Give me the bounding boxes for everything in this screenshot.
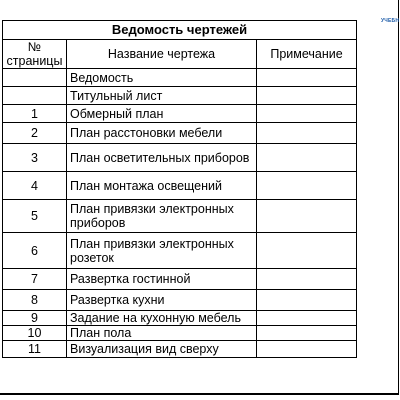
row-drawing-name: План расстоновки мебели: [67, 123, 257, 144]
row-note: [257, 233, 357, 269]
table-title: Ведомость чертежей: [3, 21, 357, 40]
header-note: Примечание: [257, 40, 357, 69]
row-number: 11: [3, 341, 67, 358]
row-note: [257, 341, 357, 358]
header-page-number: № страницы: [3, 40, 67, 69]
row-note: [257, 69, 357, 87]
row-drawing-name: Обмерный план: [67, 105, 257, 123]
table-row: [3, 341, 357, 358]
row-number: 8: [3, 290, 67, 311]
table-row: [3, 172, 357, 200]
row-drawing-name: Задание на кухонную мебель: [67, 311, 257, 326]
row-note: [257, 172, 357, 200]
row-note: [257, 200, 357, 233]
row-drawing-name: План монтажа освещений: [67, 172, 257, 200]
table-row: [3, 311, 357, 326]
row-number: [3, 69, 67, 87]
row-number: 5: [3, 200, 67, 233]
row-note: [257, 311, 357, 326]
table-row: [3, 200, 357, 233]
row-number: 6: [3, 233, 67, 269]
table-row: [3, 87, 357, 105]
table-row: [3, 105, 357, 123]
table-row: [3, 233, 357, 269]
row-note: [257, 326, 357, 341]
row-drawing-name: Визуализация вид сверху: [67, 341, 257, 358]
row-number: 7: [3, 269, 67, 290]
row-drawing-name: План привязки электронных розеток: [67, 233, 257, 269]
corner-stamp: УЧЕБН: [381, 18, 400, 24]
table-row: [3, 269, 357, 290]
row-drawing-name: Ведомость: [67, 69, 257, 87]
table-row: [3, 290, 357, 311]
table-row: [3, 326, 357, 341]
row-note: [257, 290, 357, 311]
row-number: 4: [3, 172, 67, 200]
row-drawing-name: Развертка гостинной: [67, 269, 257, 290]
row-drawing-name: План осветительных приборов: [67, 144, 257, 172]
drawings-register-table: [2, 20, 357, 358]
row-drawing-name: План привязки электронных приборов: [67, 200, 257, 233]
row-number: 2: [3, 123, 67, 144]
table-row: [3, 144, 357, 172]
row-number: 10: [3, 326, 67, 341]
row-drawing-name: План пола: [67, 326, 257, 341]
row-number: 3: [3, 144, 67, 172]
row-number: [3, 87, 67, 105]
row-note: [257, 269, 357, 290]
row-note: [257, 87, 357, 105]
header-drawing-name: Название чертежа: [67, 40, 257, 69]
table-row: [3, 123, 357, 144]
row-note: [257, 144, 357, 172]
row-number: 1: [3, 105, 67, 123]
row-note: [257, 123, 357, 144]
table-row: [3, 69, 357, 87]
row-number: 9: [3, 311, 67, 326]
row-drawing-name: Развертка кухни: [67, 290, 257, 311]
row-drawing-name: Титульный лист: [67, 87, 257, 105]
row-note: [257, 105, 357, 123]
